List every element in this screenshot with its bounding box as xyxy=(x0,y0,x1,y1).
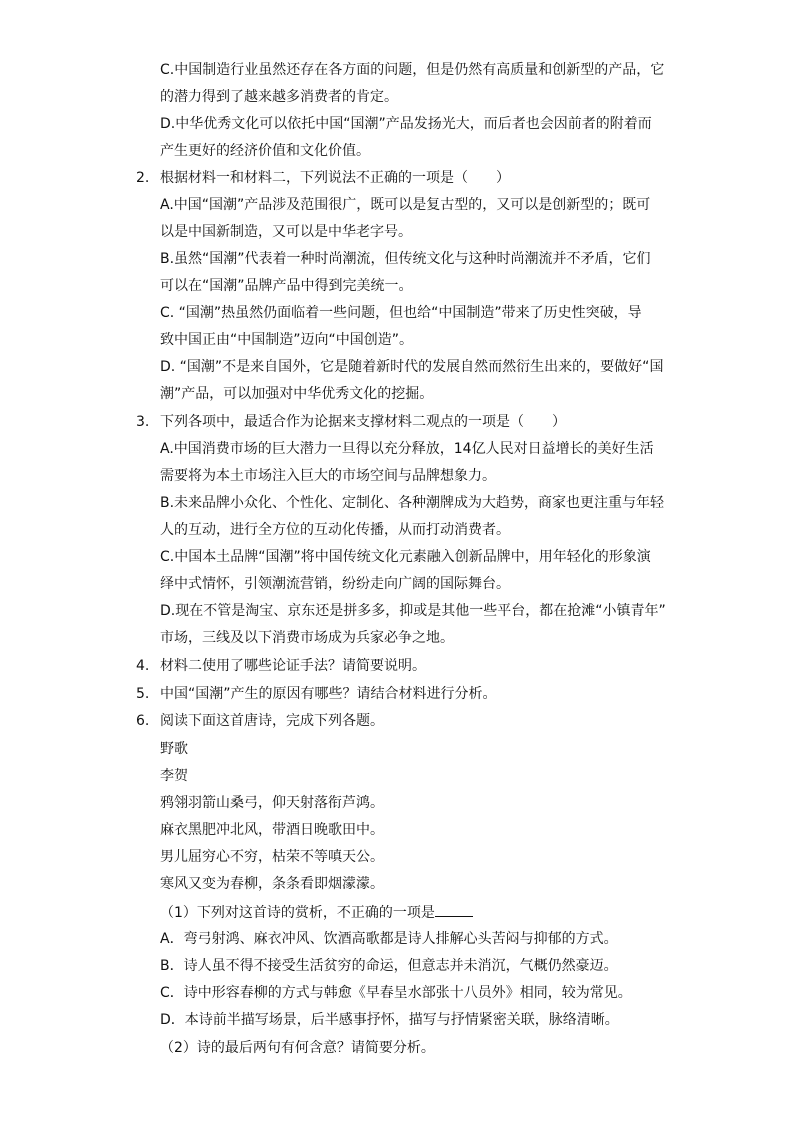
q3-option-b-line1: B.未来品牌小众化、个性化、定制化、各种潮牌成为大趋势，商家也更注重与年轻 xyxy=(160,495,665,511)
q3-option-a-line2: 需要将为本土市场注入巨大的市场空间与品牌想象力。 xyxy=(160,468,496,484)
answer-blank xyxy=(435,902,473,917)
poem-line-3: 男儿屈穷心不穷，枯荣不等嗔天公。 xyxy=(160,849,384,865)
q3-number: 3. xyxy=(136,414,150,430)
q2-option-a-line2: 以是中国新制造，又可以是中华老字号。 xyxy=(160,224,412,240)
q3-option-d-line2: 市场，三线及以下消费市场成为兵家必争之地。 xyxy=(160,630,454,646)
q5-number: 5. xyxy=(136,686,150,702)
q3-option-b-line2: 人的互动，进行全方位的互动化传播，从而打动消费者。 xyxy=(160,522,510,538)
q2-option-c-line2: 致中国正由“中国制造”迈向“中国创造”。 xyxy=(160,332,414,348)
poem-line-4: 寒风又变为春柳，条条看即烟濛濛。 xyxy=(160,876,384,892)
poem-title: 野歌 xyxy=(160,741,188,757)
q6-sub1-option-d: D．本诗前半描写场景，后半感事抒怀，描写与抒情紧密关联，脉络清晰。 xyxy=(160,1012,619,1028)
q4-number: 4. xyxy=(136,658,150,674)
q6-sub2-stem: （2）诗的最后两句有何含意？请简要分析。 xyxy=(160,1040,435,1056)
q2-option-b-line1: B.虽然“国潮”代表着一种时尚潮流，但传统文化与这种时尚潮流并不矛盾，它们 xyxy=(160,251,651,267)
q2-option-a-line1: A.中国“国潮”产品涉及范围很广，既可以是复古型的，又可以是创新型的；既可 xyxy=(160,197,651,213)
q2-number: 2. xyxy=(136,170,150,186)
q1-option-d-line2: 产生更好的经济价值和文化价值。 xyxy=(160,143,370,159)
q2-option-d-line1: D. “国潮”不是来自国外，它是随着新时代的发展自然而然衍生出来的，要做好“国 xyxy=(160,359,664,375)
q5-stem: 中国“国潮”产生的原因有哪些？请结合材料进行分析。 xyxy=(160,686,497,702)
q6-sub1-text: （1）下列对这首诗的赏析，不正确的一项是 xyxy=(160,905,435,921)
q6-number: 6. xyxy=(136,713,150,729)
q3-option-c-line2: 绎中式情怀，引领潮流营销，纷纷走向广阔的国际舞台。 xyxy=(160,576,510,592)
q3-stem: 下列各项中，最适合作为论据来支撑材料二观点的一项是（ ） xyxy=(160,414,566,430)
q1-option-c-line2: 的潜力得到了越来越多消费者的肯定。 xyxy=(160,89,398,105)
q6-sub1-option-b: B．诗人虽不得不接受生活贫穷的命运，但意志并未消沉，气概仍然豪迈。 xyxy=(160,958,618,974)
q2-option-b-line2: 可以在“国潮”品牌产品中得到完美统一。 xyxy=(160,278,413,294)
q1-option-c-line1: C.中国制造行业虽然还存在各方面的问题，但是仍然有高质量和创新型的产品，它 xyxy=(160,62,665,78)
q2-option-c-line1: C. “国潮”热虽然仍面临着一些问题，但也给“中国制造”带来了历史性突破，导 xyxy=(160,305,642,321)
q4-stem: 材料二使用了哪些论证手法？请简要说明。 xyxy=(160,658,426,674)
q6-stem: 阅读下面这首唐诗，完成下列各题。 xyxy=(160,713,384,729)
q1-option-d-line1: D.中华优秀文化可以依托中国“国潮”产品发扬光大，而后者也会因前者的附着而 xyxy=(160,116,652,132)
poem-author: 李贺 xyxy=(160,768,188,784)
q2-option-d-line2: 潮”产品，可以加强对中华优秀文化的挖掘。 xyxy=(160,386,434,402)
q3-option-a-line1: A.中国消费市场的巨大潜力一旦得以充分释放，14亿人民对日益增长的美好生活 xyxy=(160,441,654,457)
poem-line-2: 麻衣黑肥冲北风，带酒日晚歌田中。 xyxy=(160,822,384,838)
q6-sub1-option-c: C．诗中形容春柳的方式与韩愈《早春呈水部张十八员外》相同，较为常见。 xyxy=(160,985,632,1001)
q3-option-d-line1: D.现在不管是淘宝、京东还是拼多多，抑或是其他一些平台，都在抢滩“小镇青年” xyxy=(160,603,666,619)
q6-sub1-stem xyxy=(160,902,473,923)
q3-option-c-line1: C.中国本土品牌“国潮”将中国传统文化元素融入创新品牌中，用年轻化的形象演 xyxy=(160,549,651,565)
poem-line-1: 鸦翎羽箭山桑弓，仰天射落衔芦鸿。 xyxy=(160,795,384,811)
q2-stem: 根据材料一和材料二，下列说法不正确的一项是（ ） xyxy=(160,170,510,186)
q6-sub1-option-a: A．弯弓射鸿、麻衣冲风、饮酒高歌都是诗人排解心头苦闷与抑郁的方式。 xyxy=(160,931,618,947)
